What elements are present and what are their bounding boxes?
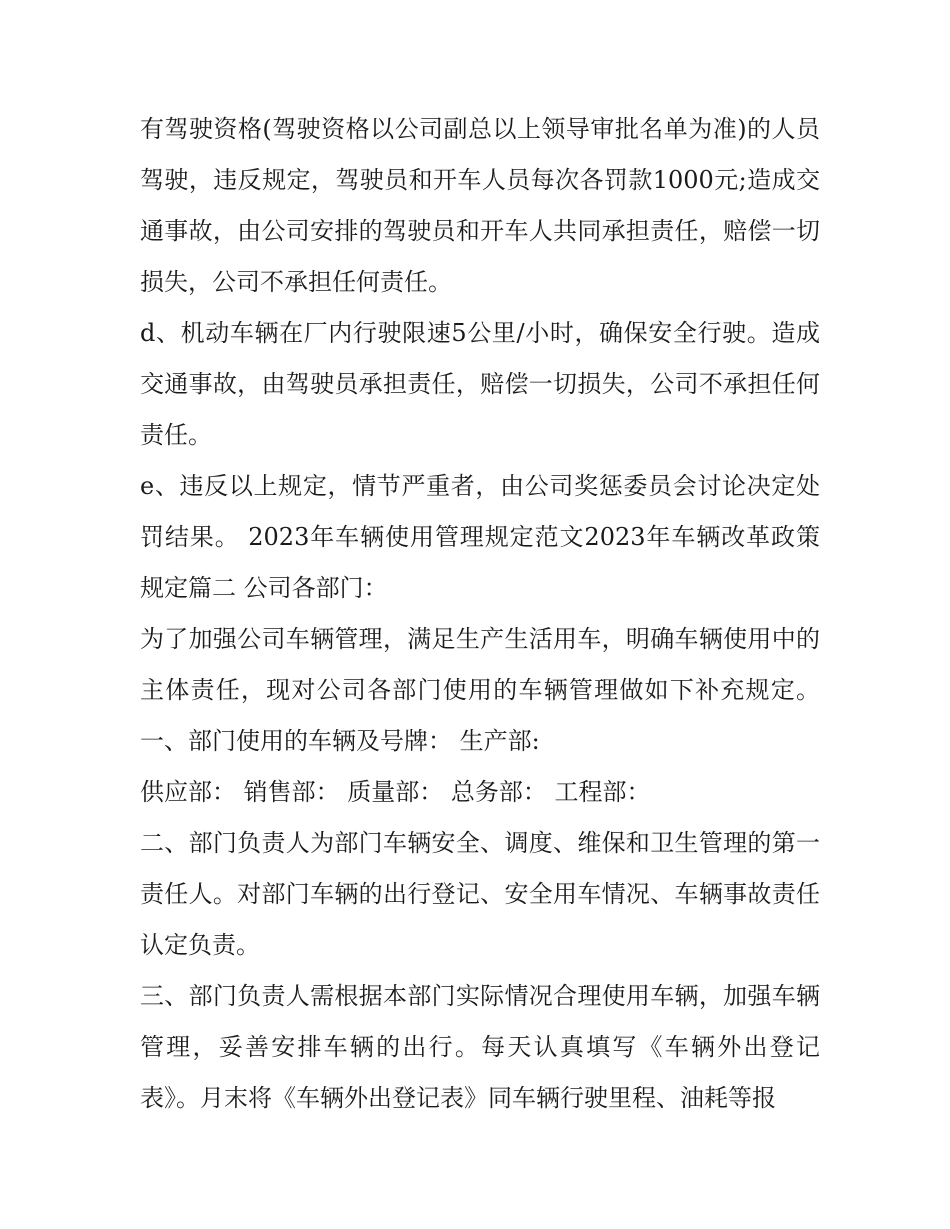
paragraph-5: 供应部： 销售部： 质量部： 总务部： 工程部： bbox=[140, 778, 651, 806]
paragraph-2: d、机动车辆在厂内行驶限速5公里/小时，确保安全行驶。造成交通事故，由驾驶员承担责任，赔偿一切损失，公司不承担任何责任。 bbox=[140, 319, 820, 449]
paragraph-1: 有驾驶资格(驾驶资格以公司副总以上领导审批名单为准)的人员驾驶，违反规定，驾驶员和开车人员每次各罚款1000元;造成交通事故，由公司安排的驾驶员和开车人共同承担责任，赔偿一切损失，公司不承担任何责任。 bbox=[140, 115, 820, 296]
paragraph-7: 三、部门负责人需根据本部门实际情况合理使用车辆，加强车辆管理，妥善安排车辆的出行。每天认真填写《车辆外出登记表》。月末将《车辆外出登记表》同车辆行驶里程、油耗等报 bbox=[140, 982, 820, 1112]
paragraph-3: e、违反以上规定，情节严重者，由公司奖惩委员会讨论决定处罚结果。 2023年车辆使用管理规定范文2023年车辆改革政策规定篇二 公司各部门： bbox=[140, 472, 820, 602]
document-body bbox=[140, 104, 820, 1124]
paragraph-6: 二、部门负责人为部门车辆安全、调度、维保和卫生管理的第一责任人。对部门车辆的出行登记、安全用车情况、车辆事故责任认定负责。 bbox=[140, 829, 820, 959]
paragraph-4: 为了加强公司车辆管理，满足生产生活用车，明确车辆使用中的主体责任，现对公司各部门使用的车辆管理做如下补充规定。 一、部门使用的车辆及号牌： 生产部: bbox=[140, 625, 820, 755]
